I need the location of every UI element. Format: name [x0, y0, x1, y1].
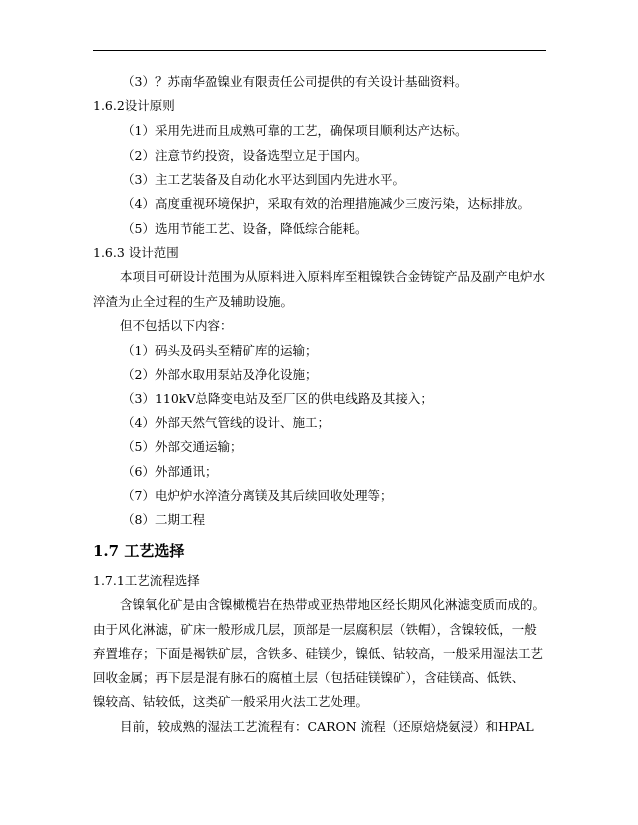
principle-item-3: （3）主工艺装备及自动化水平达到国内先进水平。	[122, 172, 405, 187]
process-paragraph-2-line-1: 目前，较成熟的湿法工艺流程有：CARON 流程（还原焙烧氨浸）和HPAL	[120, 719, 534, 734]
exclusion-item-6: （6）外部通讯；	[122, 464, 218, 479]
section-heading-1-7: 1.7 工艺选择	[93, 542, 185, 560]
process-paragraph-line-5: 镍较高、钴较低，这类矿一般采用火法工艺处理。	[93, 694, 369, 709]
header-rule	[93, 50, 546, 51]
exclusion-item-3: （3）110kV总降变电站及至厂区的供电线路及其接入；	[122, 391, 433, 406]
section-heading-1-6-2: 1.6.2设计原则	[93, 98, 175, 113]
principle-item-1: （1）采用先进而且成熟可靠的工艺，确保项目顺利达产达标。	[122, 123, 468, 138]
reference-item-3: （3）？苏南华盈镍业有限责任公司提供的有关设计基础资料。	[122, 74, 468, 89]
exclusion-intro: 但不包括以下内容：	[120, 318, 233, 333]
principle-item-2: （2）注意节约投资，设备选型立足于国内。	[122, 148, 368, 163]
section-heading-1-7-1: 1.7.1工艺流程选择	[93, 573, 200, 588]
section-heading-1-6-3: 1.6.3 设计范围	[93, 245, 179, 260]
scope-paragraph-line-1: 本项目可研设计范围为从原料进入原料库至粗镍铁合金铸锭产品及副产电炉水	[120, 269, 546, 284]
process-paragraph-line-4: 回收金属；再下层是混有脉石的腐植土层（包括硅镁镍矿），含硅镁高、低铁、	[93, 670, 525, 685]
principle-item-5: （5）选用节能工艺、设备，降低综合能耗。	[122, 221, 368, 236]
process-paragraph-line-3: 弃置堆存；下面是褐铁矿层，含铁多、硅镁少，镍低、钴较高，一般采用湿法工艺	[93, 646, 544, 661]
exclusion-item-4: （4）外部天然气管线的设计、施工；	[122, 415, 330, 430]
exclusion-item-8: （8）二期工程	[122, 512, 205, 527]
process-paragraph-line-2: 由于风化淋滤，矿床一般形成几层，顶部是一层腐积层（铁帽），含镍较低，一般	[93, 622, 537, 637]
exclusion-item-1: （1）码头及码头至精矿库的运输；	[122, 343, 318, 358]
exclusion-item-7: （7）电炉炉水淬渣分离镁及其后续回收处理等；	[122, 488, 393, 503]
exclusion-item-2: （2）外部水取用泵站及净化设施；	[122, 367, 318, 382]
process-paragraph-line-1: 含镍氧化矿是由含镍橄榄岩在热带或亚热带地区经长期风化淋滤变质而成的。	[120, 597, 546, 612]
scope-paragraph-line-2: 淬渣为止全过程的生产及辅助设施。	[93, 294, 294, 309]
principle-item-4: （4）高度重视环境保护，采取有效的治理措施减少三废污染，达标排放。	[122, 196, 530, 211]
exclusion-item-5: （5）外部交通运输；	[122, 439, 243, 454]
